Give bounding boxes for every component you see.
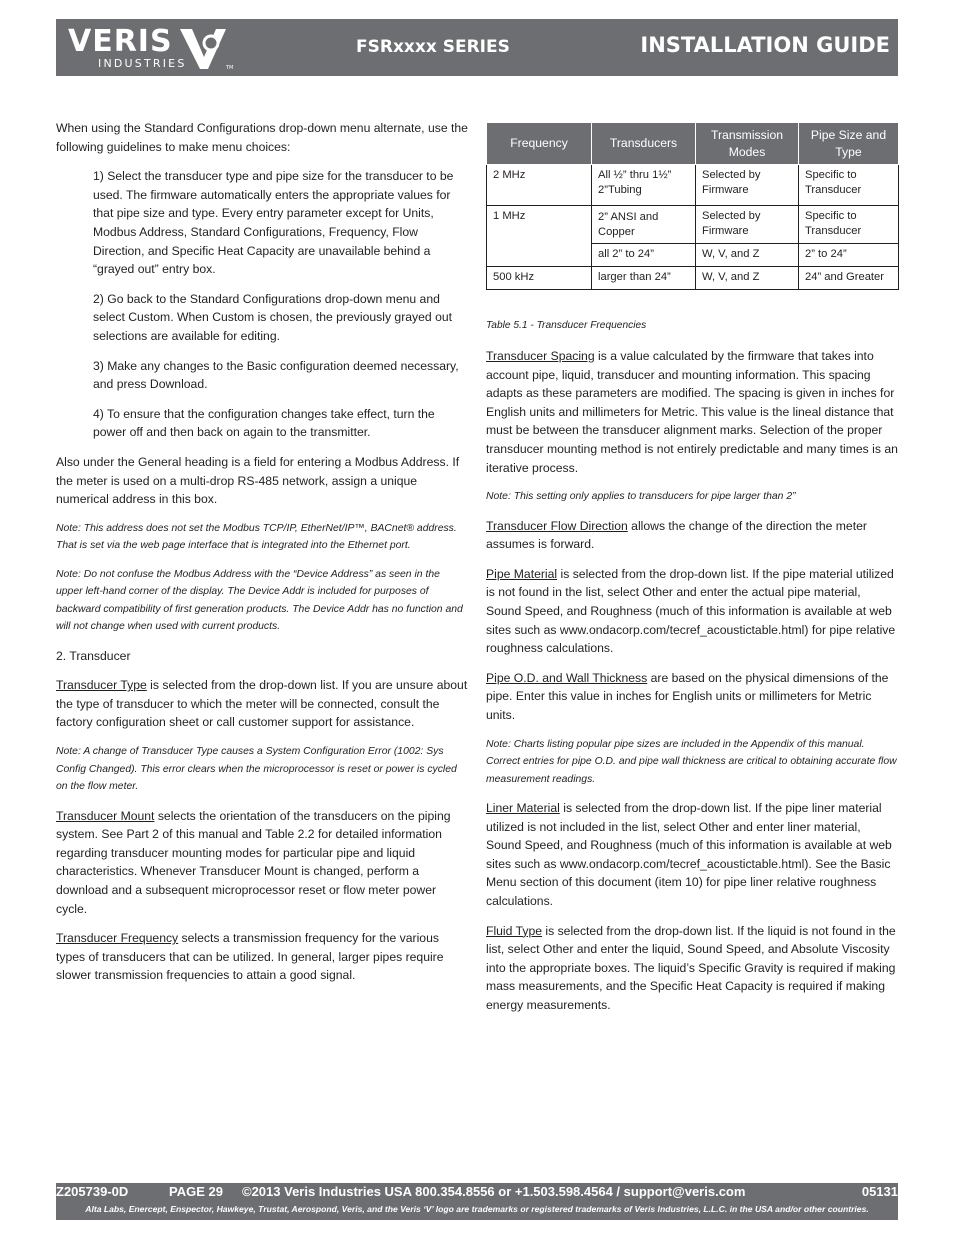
table-cell: 500 kHz [487,267,592,290]
left-column [56,119,468,996]
page-number: PAGE 29 [169,1184,223,1199]
page-footer [56,1183,898,1220]
pipe-od-term: Pipe O.D. and Wall Thickness [486,670,648,685]
table-cell: 24” and Greater [799,267,899,290]
table-row [487,165,899,206]
table-header-row [487,123,899,165]
contact-info: ©2013 Veris Industries USA 800.354.8556 or +1.503.598.4564 / support@veris.com [242,1184,746,1199]
table-caption: Table 5.1 - Transducer Frequencies [486,320,647,331]
table-cell: 2 MHz [487,165,592,206]
step-3: 3) Make any changes to the Basic configuration deemed necessary, and press Download. [93,358,459,392]
table-cell: W, V, and Z [696,267,799,290]
table-cell: Selected by Firmware [696,206,799,244]
table-row [487,206,899,244]
table-cell: 2” ANSI and Copper [592,206,696,244]
series-title: FSRxxxx SERIES [356,37,510,57]
intro-paragraph: When using the Standard Configurations drop-down menu alternate, use the following guidelines to make menu choices: [56,121,468,154]
table-cell: Specific to Transducer [799,165,899,206]
step-2: 2) Go back to the Standard Configurations drop-down menu and select Custom. When Custom is chosen, the previously grayed out selections are available for editing. [93,291,453,343]
fluid-type-paragraph [486,922,899,1015]
table-cell: all 2” to 24” [592,244,696,267]
table-cell: Selected by Firmware [696,165,799,206]
table-header-cell: Transmission Modes [696,123,799,165]
trademark-notice: Alta Labs, Enercept, Enspector, Hawkeye, Trustat, Aerospond, Veris, and the Veris ‘V’ logo are trademarks or registered trademarks of Veris Industries, L.L.C. in the USA and/or other countries. [85,1204,869,1214]
transducer-mount-text: selects the orientation of the transducers on the piping system. See Part 2 of this manual and Table 2.2 for detailed information regarding transducer mounting modes for particular pipe and liquid characteristics. Whenever Transducer Mount is changed, perform a download and a subsequent microprocessor reset or flow meter power cycle. [56,808,451,916]
transducer-spacing-text: is a value calculated by the firmware that takes into account pipe, liquid, transducer and mounting information. This spacing adapts as these parameters are modified. The spacing is given in inches for English units and millimeters for Metric. This value is the lineal distance that must be between the transducer alignment marks. Selection of the proper transducer mounting method is not entirely predictable and many times is an iterative process. [486,349,898,475]
table-cell: larger than 24” [592,267,696,290]
transducer-spacing-term: Transducer Spacing [486,349,595,363]
table-header-cell: Pipe Size and Type [799,123,899,165]
note-transducer-type: Note: A change of Transducer Type causes a System Configuration Error (1002: Sys Config Changed). This error clears when the microprocessor is reset or power is cycled on the flow meter. [56,746,457,793]
transducer-mount-term: Transducer Mount [56,808,155,823]
trademark-mark: TM [226,65,234,71]
revision-code: 05131 [861,1184,898,1199]
table-cell: Specific to Transducer [799,206,899,244]
fluid-type-text: is selected from the drop-down list. If the liquid is not found in the list, select Other and enter the liquid, Sound Speed, and Absolute Viscosity into the appropriate boxes. The liquid’s Specific Gravity is required if making mass measurements, and the Specific Heat Capacity is required if making energy measurements. [486,923,896,1013]
fluid-type-term: Fluid Type [486,923,543,938]
pipe-material-term: Pipe Material [486,566,558,581]
table-cell: 2” to 24” [799,244,899,267]
transducer-type-text: is selected from the drop-down list. If you are unsure about the type of transducer to which the meter will be connected, consult the factory configuration sheet or call customer support for assistance. [56,678,468,730]
flow-direction-text: allows the change of the direction the meter assumes is forward. [486,518,867,552]
liner-material-text: is selected from the drop-down list. If the pipe liner material utilized is not included in the list, select Other and enter liner material, Sound Speed, and Roughness (much of this information is available at web sites such as www.ondacorp.com/tecref_acoustictable.html). See the Basic Menu section of this document (item 10) for pipe liner relative roughness calculations. [486,801,892,909]
transducer-frequency-table [486,122,899,290]
table-cell: W, V, and Z [696,244,799,267]
logo-subtitle: INDUSTRIES [98,57,187,70]
right-column [486,347,899,1026]
page-header [56,19,898,76]
veris-logo [68,24,238,72]
document-number: Z205739-0D [56,1184,129,1199]
transducer-frequency-text: selects a transmission frequency for the various types of transducers that can be utilized. In general, larger pipes require slower transmission frequencies to attain a good signal. [56,931,444,983]
pipe-od-text: are based on the physical dimensions of the pipe. Enter this value in inches for English units or millimeters for Metric units. [486,670,889,722]
table-header-cell: Transducers [592,123,696,165]
pipe-od-paragraph [486,669,899,725]
note-modbus-tcp: Note: This address does not set the Modbus TCP/IP, EtherNet/IP™, BACnet® address. That is set via the web page interface that is integrated into the Ethernet port. [56,522,457,552]
step-4: 4) To ensure that the configuration changes take effect, turn the power off and then back on again to the transmitter. [93,406,435,440]
note-pipe-sizes: Note: Charts listing popular pipe sizes are included in the Appendix of this manual. Correct entries for pipe O.D. and pipe wall thickness are critical to obtaining accurate flow measurement readings. [486,738,897,785]
transducer-type-paragraph [56,676,468,732]
table-cell: All ½” thru 1½” 2”Tubing [592,165,696,206]
transducer-type-term: Transducer Type [56,678,147,693]
logo-word: VERIS [68,24,173,59]
note-spacing: Note: This setting only applies to transducers for pipe larger than 2” [486,491,796,503]
table-header-cell: Frequency [487,123,592,165]
section-heading: 2. Transducer [56,648,131,663]
note-device-address: Note: Do not confuse the Modbus Address with the “Device Address” as seen in the upper left-hand corner of the display. The Device Addr is included for purposes of backward compatibility of first generation products. The Device Addr has no function and will not change when used with current products. [56,568,463,633]
transducer-frequency-term: Transducer Frequency [56,931,179,946]
liner-material-term: Liner Material [486,801,560,816]
table-row [487,267,899,290]
flow-direction-paragraph [486,517,899,554]
veris-v-logo-icon [180,27,226,71]
table-cell: 1 MHz [487,206,592,267]
step-1: 1) Select the transducer type and pipe size for the transducer to be used. The firmware automatically enters the appropriate values for that pipe size and type. Every entry parameter except for Units, Modbus Address, Standard Configurations, Frequency, Flow Direction, and Specific Heat Capacity are unavailable behind a “grayed out” entry box. [93,169,454,277]
guide-title: INSTALLATION GUIDE [640,33,890,57]
pipe-material-text: is selected from the drop-down list. If the pipe material utilized is not found in the list, select Other and enter the actual pipe material, Sound Speed, and Roughness (much of this information is available at web sites such as www.ondacorp.com/tecref_acoustictable.html) for pipe relative roughness calculations. [486,566,896,656]
pipe-material-paragraph [486,565,899,658]
transducer-mount-paragraph [56,807,468,919]
transducer-frequency-paragraph [56,929,468,985]
flow-direction-term: Transducer Flow Direction [486,518,628,533]
modbus-paragraph: Also under the General heading is a field for entering a Modbus Address. If the meter is used on a multi-drop RS-485 network, assign a unique numerical address in this box. [56,454,460,507]
transducer-spacing-paragraph [486,347,899,477]
liner-material-paragraph [486,799,899,911]
